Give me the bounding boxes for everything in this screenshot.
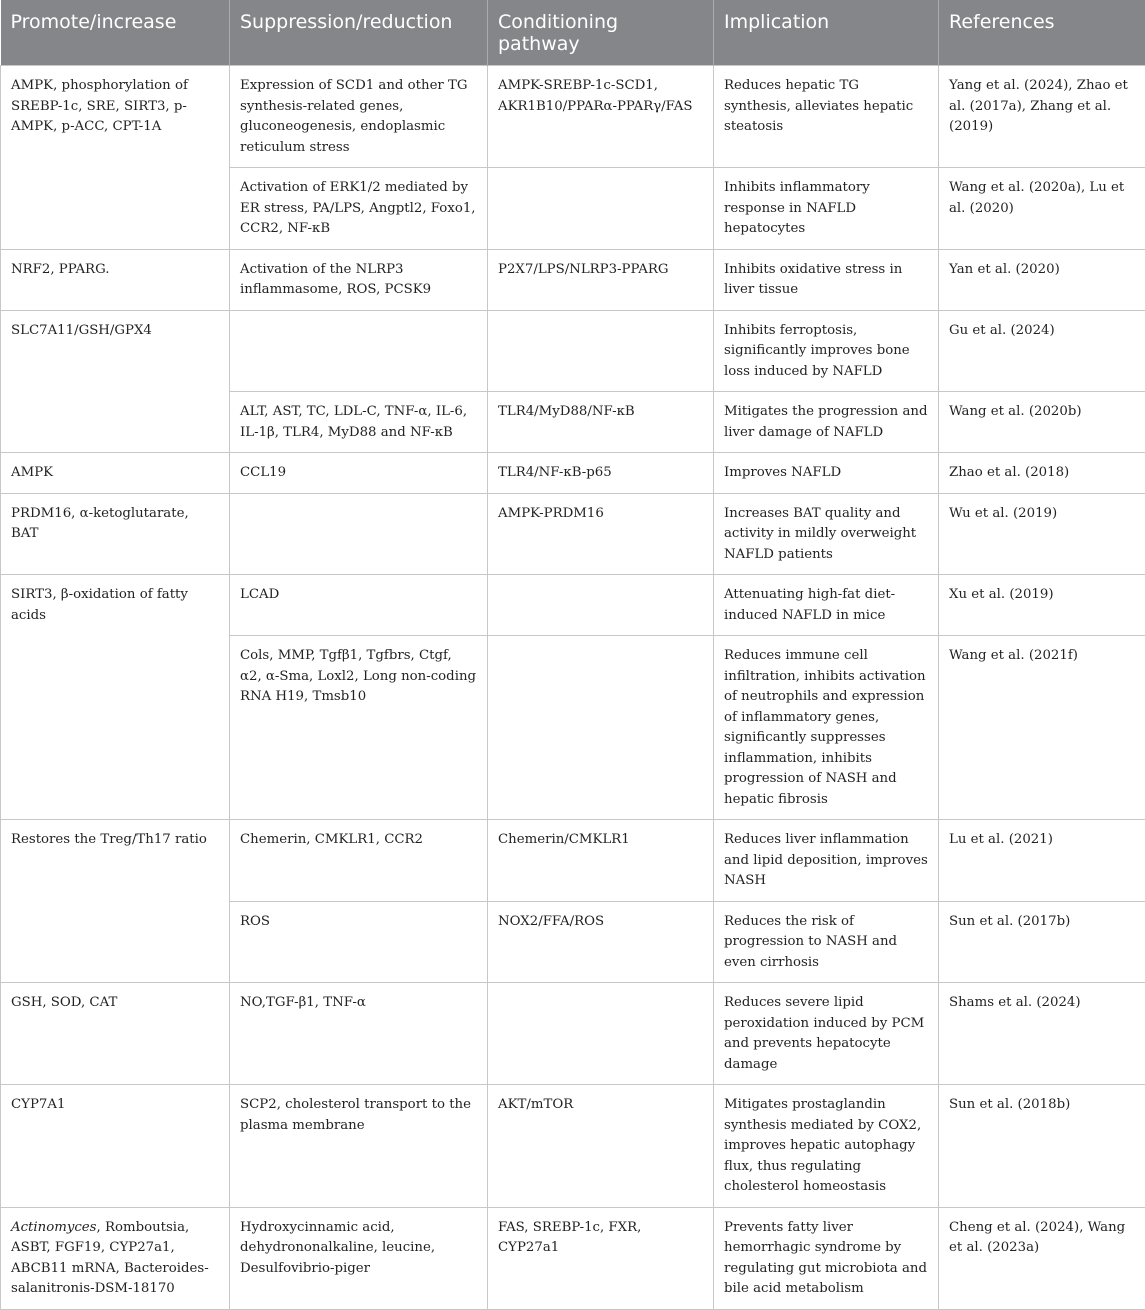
header-row	[1, 0, 1145, 66]
references-cell: Sun et al. (2018b)	[939, 1085, 1145, 1208]
table-row	[1, 310, 1145, 392]
promote-cell	[1, 1207, 230, 1309]
suppression-cell: NO,TGF-β1, TNF-α	[230, 983, 488, 1085]
header-pathway: Conditioning pathway	[488, 0, 714, 66]
table-row	[1, 493, 1145, 575]
pathway-cell: P2X7/LPS/NLRP3-PPARG	[488, 249, 714, 310]
references-cell: Wang et al. (2021f)	[939, 636, 1145, 820]
implication-cell: Inhibits ferroptosis, significantly improves bone loss induced by NAFLD	[714, 310, 939, 392]
pathway-cell: AKT/mTOR	[488, 1085, 714, 1208]
pathway-cell	[488, 310, 714, 392]
references-cell: Shams et al. (2024)	[939, 983, 1145, 1085]
pathway-cell: NOX2/FFA/ROS	[488, 901, 714, 983]
suppression-cell: SCP2, cholesterol transport to the plasma membrane	[230, 1085, 488, 1208]
implication-cell: Mitigates the progression and liver damage of NAFLD	[714, 392, 939, 453]
references-cell: Yang et al. (2024), Zhao et al. (2017a), Zhang et al. (2019)	[939, 66, 1145, 168]
implication-cell: Improves NAFLD	[714, 453, 939, 494]
pathway-cell: Chemerin/CMKLR1	[488, 820, 714, 902]
suppression-cell: Activation of ERK1/2 mediated by ER stress, PA/LPS, Angptl2, Foxo1, CCR2, NF-κB	[230, 168, 488, 250]
references-cell: Yan et al. (2020)	[939, 249, 1145, 310]
pathway-cell: FAS, SREBP-1c, FXR, CYP27a1	[488, 1207, 714, 1309]
promote-cell: SIRT3, β-oxidation of fatty acids	[1, 575, 230, 820]
pathway-cell: TLR4/NF-κB-p65	[488, 453, 714, 494]
pathway-cell	[488, 636, 714, 820]
suppression-cell: Activation of the NLRP3 inflammasome, ROS, PCSK9	[230, 249, 488, 310]
header-promote: Promote/increase	[1, 0, 230, 66]
suppression-cell: ROS	[230, 901, 488, 983]
suppression-cell: Chemerin, CMKLR1, CCR2	[230, 820, 488, 902]
pathway-cell	[488, 983, 714, 1085]
implication-cell: Reduces hepatic TG synthesis, alleviates hepatic steatosis	[714, 66, 939, 168]
promote-cell: PRDM16, α-ketoglutarate, BAT	[1, 493, 230, 575]
table-row	[1, 1085, 1145, 1208]
references-cell: Wu et al. (2019)	[939, 493, 1145, 575]
table-row	[1, 453, 1145, 494]
pathway-cell	[488, 168, 714, 250]
promote-cell: GSH, SOD, CAT	[1, 983, 230, 1085]
header-implication: Implication	[714, 0, 939, 66]
references-cell: Wang et al. (2020b)	[939, 392, 1145, 453]
suppression-cell: Hydroxycinnamic acid, dehydrononalkaline, leucine, Desulfovibrio-piger	[230, 1207, 488, 1309]
promote-cell: AMPK, phosphorylation of SREBP-1c, SRE, SIRT3, p-AMPK, p-ACC, CPT-1A	[1, 66, 230, 250]
references-cell: Xu et al. (2019)	[939, 575, 1145, 636]
pathway-cell	[488, 575, 714, 636]
header-references: References	[939, 0, 1145, 66]
suppression-cell: Cols, MMP, Tgfβ1, Tgfbrs, Ctgf, α2, α-Sma, Loxl2, Long non-coding RNA H19, Tmsb10	[230, 636, 488, 820]
suppression-cell: LCAD	[230, 575, 488, 636]
implication-cell: Increases BAT quality and activity in mildly overweight NAFLD patients	[714, 493, 939, 575]
suppression-cell: CCL19	[230, 453, 488, 494]
promote-cell: Restores the Treg/Th17 ratio	[1, 820, 230, 983]
table-row	[1, 249, 1145, 310]
implication-cell: Reduces severe lipid peroxidation induced by PCM and prevents hepatocyte damage	[714, 983, 939, 1085]
suppression-cell	[230, 493, 488, 575]
implication-cell: Inhibits inflammatory response in NAFLD hepatocytes	[714, 168, 939, 250]
suppression-cell: ALT, AST, TC, LDL-C, TNF-α, IL-6, IL-1β, TLR4, MyD88 and NF-κB	[230, 392, 488, 453]
implication-cell: Reduces the risk of progression to NASH and even cirrhosis	[714, 901, 939, 983]
table-row	[1, 820, 1145, 902]
promote-cell: SLC7A11/GSH/GPX4	[1, 310, 230, 453]
references-cell: Lu et al. (2021)	[939, 820, 1145, 902]
references-cell: Zhao et al. (2018)	[939, 453, 1145, 494]
pathway-cell: TLR4/MyD88/NF-κB	[488, 392, 714, 453]
references-cell: Gu et al. (2024)	[939, 310, 1145, 392]
promote-cell: NRF2, PPARG.	[1, 249, 230, 310]
references-cell: Wang et al. (2020a), Lu et al. (2020)	[939, 168, 1145, 250]
suppression-cell	[230, 310, 488, 392]
table-row	[1, 1207, 1145, 1309]
promote-text: , Romboutsia, ASBT, FGF19, CYP27a1, ABCB11 mRNA, Bacteroides-salanitronis-DSM-18170	[11, 1220, 209, 1297]
pathway-cell: AMPK-SREBP-1c-SCD1, AKR1B10/PPARα-PPARγ/FAS	[488, 66, 714, 168]
implication-cell: Reduces liver inflammation and lipid deposition, improves NASH	[714, 820, 939, 902]
suppression-cell: Expression of SCD1 and other TG synthesis-related genes, gluconeogenesis, endoplasmic reticulum stress	[230, 66, 488, 168]
promote-italic-text: Actinomyces	[11, 1220, 96, 1235]
table-row	[1, 575, 1145, 636]
table-row	[1, 983, 1145, 1085]
implication-cell: Mitigates prostaglandin synthesis mediated by COX2, improves hepatic autophagy flux, thus regulating cholesterol homeostasis	[714, 1085, 939, 1208]
implication-cell: Attenuating high-fat diet-induced NAFLD in mice	[714, 575, 939, 636]
header-suppression: Suppression/reduction	[230, 0, 488, 66]
table-row	[1, 66, 1145, 168]
implication-cell: Prevents fatty liver hemorrhagic syndrome by regulating gut microbiota and bile acid metabolism	[714, 1207, 939, 1309]
references-cell: Cheng et al. (2024), Wang et al. (2023a)	[939, 1207, 1145, 1309]
promote-cell: AMPK	[1, 453, 230, 494]
pathway-cell: AMPK-PRDM16	[488, 493, 714, 575]
promote-cell: CYP7A1	[1, 1085, 230, 1208]
references-cell: Sun et al. (2017b)	[939, 901, 1145, 983]
implication-cell: Inhibits oxidative stress in liver tissue	[714, 249, 939, 310]
implication-cell: Reduces immune cell infiltration, inhibits activation of neutrophils and expression of inflammatory genes, significantly suppresses inflammation, inhibits progression of NASH and hepatic fibrosis	[714, 636, 939, 820]
